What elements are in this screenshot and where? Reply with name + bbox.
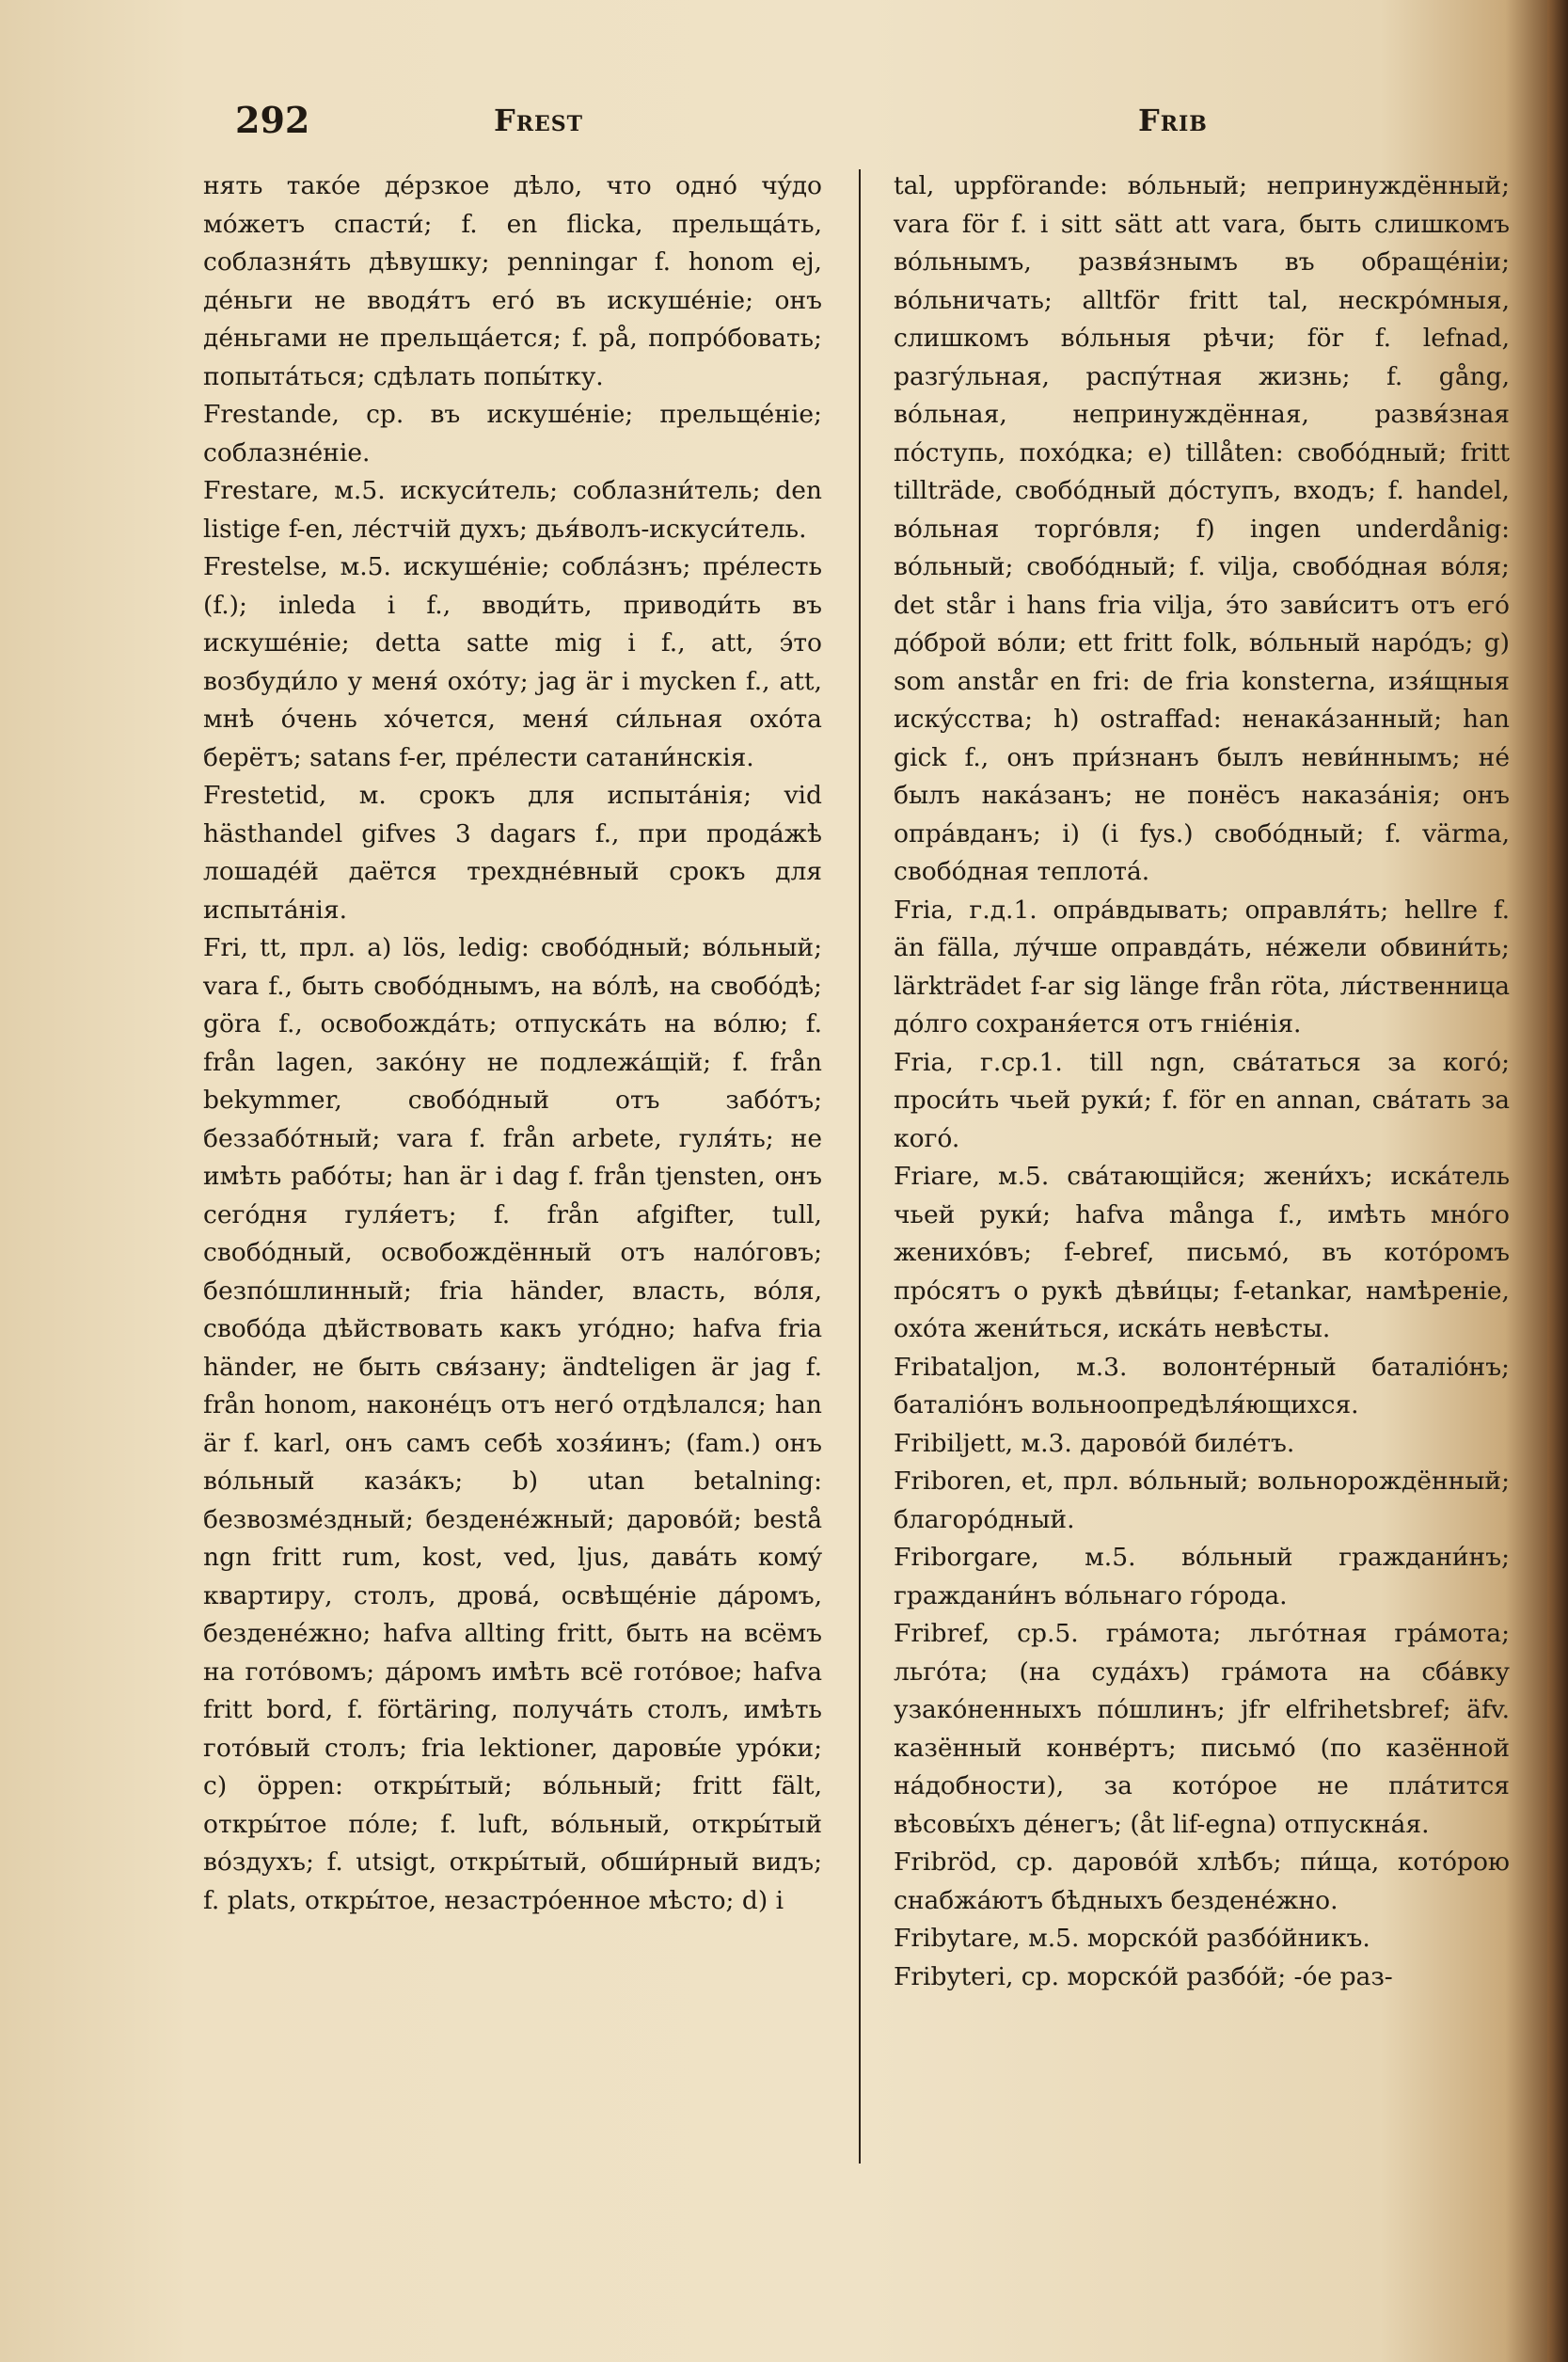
left-column	[203, 167, 822, 1920]
dictionary-entry-friare: Friare, м.5. свáтающійся; жени́хъ; искáтель чьей руки́; hafva många f., имѣть мнóго женихóвъ; f-ebref, письмó, въ котóромъ прóсятъ о рукѣ дѣви́цы; f-etankar, намѣреніе, охóта жени́ться, искáть невѣсты.	[894, 1162, 1510, 1343]
dictionary-entry-fria-2: Fria, г.ср.1. till ngn, свáтаться за когó; проси́ть чьей руки́; f. för en annan, свáтать за когó.	[894, 1047, 1510, 1153]
dictionary-entry-fri: Fri, tt, прл. a) lös, ledig: свобóдный; вóльный; vara f., быть свобóднымъ, на вóлѣ, на свобóдѣ; göra f., освобождáть; отпускáть на вóлю; f. från lagen, закóну не подлежáщій; f. från bekymmer, свобóдный отъ забóтъ; беззабóтный; vara f. från arbete, гуля́ть; не имѣть рабóты; han är i dag f. från tjensten, онъ сегóдня гуля́етъ; f. från afgifter, tull, свобóдный, освобождённый отъ налóговъ; безпóшлинный; fria händer, власть, вóля, свобóда дѣйствовать какъ угóдно; hafva fria händer, не быть свя́зану; ändteligen är jag f. från honom, наконéцъ отъ негó отдѣлался; han är f. karl, онъ самъ себѣ хозя́инъ; (fam.) онъ вóльный казáкъ; b) utan betalning: безвозмéздный; безденéжный; даровóй; bestå ngn fritt rum, kost, ved, ljus, давáть комý квартиру, столъ, дровá, освѣщéніе дáромъ, безденéжно; hafva allting fritt, быть на всёмъ на готóвомъ; дáромъ имѣть всё готóвое; hafva fritt bord, f. förtäring, получáть столъ, имѣть готóвый столъ; fria lektioner, даровы́е урóки; c) öppen: откры́тый; вóльный; fritt fält, откры́тое пóле; f. luft, вóльный, откры́тый вóздухъ; f. utsigt, откры́тый, обши́рный видъ; f. plats, откры́тое, незастрóенное мѣсто; d) i	[203, 933, 822, 1915]
right-column	[894, 167, 1510, 1996]
dictionary-entry-friborgare: Friborgare, м.5. вóльный граждани́нъ; граждани́нъ вóльнаго гóрода.	[894, 1543, 1510, 1610]
book-spine-edge	[1547, 0, 1568, 2362]
dictionary-entry-fria-1: Fria, г.д.1. опрáвдывать; оправля́ть; hellre f. än fälla, лýчше оправдáть, нéжели обвини́ть; lärkträdet f-ar sig länge från röta, ли́ственница дóлго сохраня́ется отъ гніéнія.	[894, 895, 1510, 1038]
dictionary-entry-fribref: Fribref, ср.5. грáмота; льгóтная грáмота; льгóта; (на судáхъ) грáмота на сбáвку узакóненныхъ пóшлинъ; jfr elfrihetsbref; äfv. казённый конвéртъ; письмó (по казённой нáдобности), за котóрое не плáтится вѣсовы́хъ дéнегъ; (åt lif-egna) отпускнáя.	[894, 1619, 1510, 1839]
dictionary-entry-frestelse: Frestelse, м.5. искушéніе; соблáзнъ; прéлесть (f.); inleda i f., вводи́ть, приводи́ть въ искушéніе; detta satte mig i f., att, э́то возбуди́ло у меня́ охóту; jag är i mycken f., att, мнѣ óчень хóчется, меня́ си́льная охóта берётъ; satans f-er, прéлести сатани́нскія.	[203, 552, 822, 772]
dictionary-entry-frestetid: Frestetid, м. срокъ для испытáнія; vid hästhandel gifves 3 dagars f., при продáжѣ лошадéй даётся трехднéвный срокъ для испытáнія.	[203, 781, 822, 925]
page-number: 292	[235, 99, 310, 141]
column-divider	[859, 169, 861, 2164]
running-head-left: Frest	[494, 103, 584, 138]
dictionary-entry-fribyteri: Fribyteri, ср. морскóй разбóй; -óе раз-	[894, 1961, 1393, 1991]
dictionary-entry-fribytare: Fribytare, м.5. морскóй разбóйникъ.	[894, 1924, 1370, 1953]
dictionary-entry-frestare: Frestare, м.5. искуси́тель; соблазни́тель; den listige f-en, лéстчій духъ; дья́волъ-искуси́тель.	[203, 476, 822, 544]
dictionary-entry-fribataljon: Fribataljon, м.3. волонтéрный баталіóнъ; баталіóнъ вольноопредѣля́ющихся.	[894, 1352, 1510, 1419]
dictionary-entry-fribiljett: Fribiljett, м.3. даровóй билéтъ.	[894, 1428, 1295, 1458]
page-header	[235, 99, 1223, 146]
dictionary-entry-friboren: Friboren, et, прл. вóльный; вольнорождённый; благорóдный.	[894, 1466, 1510, 1534]
dictionary-entry-frestande: Frestande, ср. въ искушéніе; прельщéніе; соблазнéніе.	[203, 400, 822, 468]
running-head-right: Frib	[1138, 103, 1208, 138]
dictionary-entry-continuation: нять такóе дéрзкое дѣло, что однó чýдо мóжетъ спасти́; f. en flicka, прельщáть, соблазня́ть дѣвушку; penningar f. honom ej, дéньги не вводя́тъ егó въ искушéніе; онъ дéньгами не прельщáется; f. på, попрóбовать; попытáться; сдѣлать попы́тку.	[203, 171, 822, 391]
dictionary-entry-fribrod: Fribröd, ср. даровóй хлѣбъ; пи́ща, котóрою снабжáютъ бѣдныхъ безденéжно.	[894, 1847, 1510, 1915]
dictionary-entry-fri-continuation: tal, uppförande: вóльный; непринуждённый; vara för f. i sitt sätt att vara, быть слишкомъ вóльнымъ, развя́знымъ въ обращéніи; вóльничать; alltför fritt tal, нескрóмныя, слишкомъ вóльныя рѣчи; för f. lefnad, разгýльная, распýтная жизнь; f. gång, вóльная, непринуждённая, развя́зная пóступь, похóдка; e) tillåten: свобóдный; fritt tillträde, свобóдный дóступъ, входъ; f. handel, вóльная торгóвля; f) ingen underdånig: вóльный; свобóдный; f. vilja, свобóдная вóля; det står i hans fria vilja, э́то зави́ситъ отъ егó дóброй вóли; ett fritt folk, вóльный нарóдъ; g) som anstår en fri: de fria konsterna, изя́щныя искýсства; h) ostraffad: ненакáзанный; han gick f., онъ при́знанъ былъ неви́ннымъ; нé былъ накáзанъ; не понёсъ наказáнія; онъ опрáвданъ; i) (i fys.) свобóдный; f. värma, свобóдная теплотá.	[894, 171, 1510, 886]
